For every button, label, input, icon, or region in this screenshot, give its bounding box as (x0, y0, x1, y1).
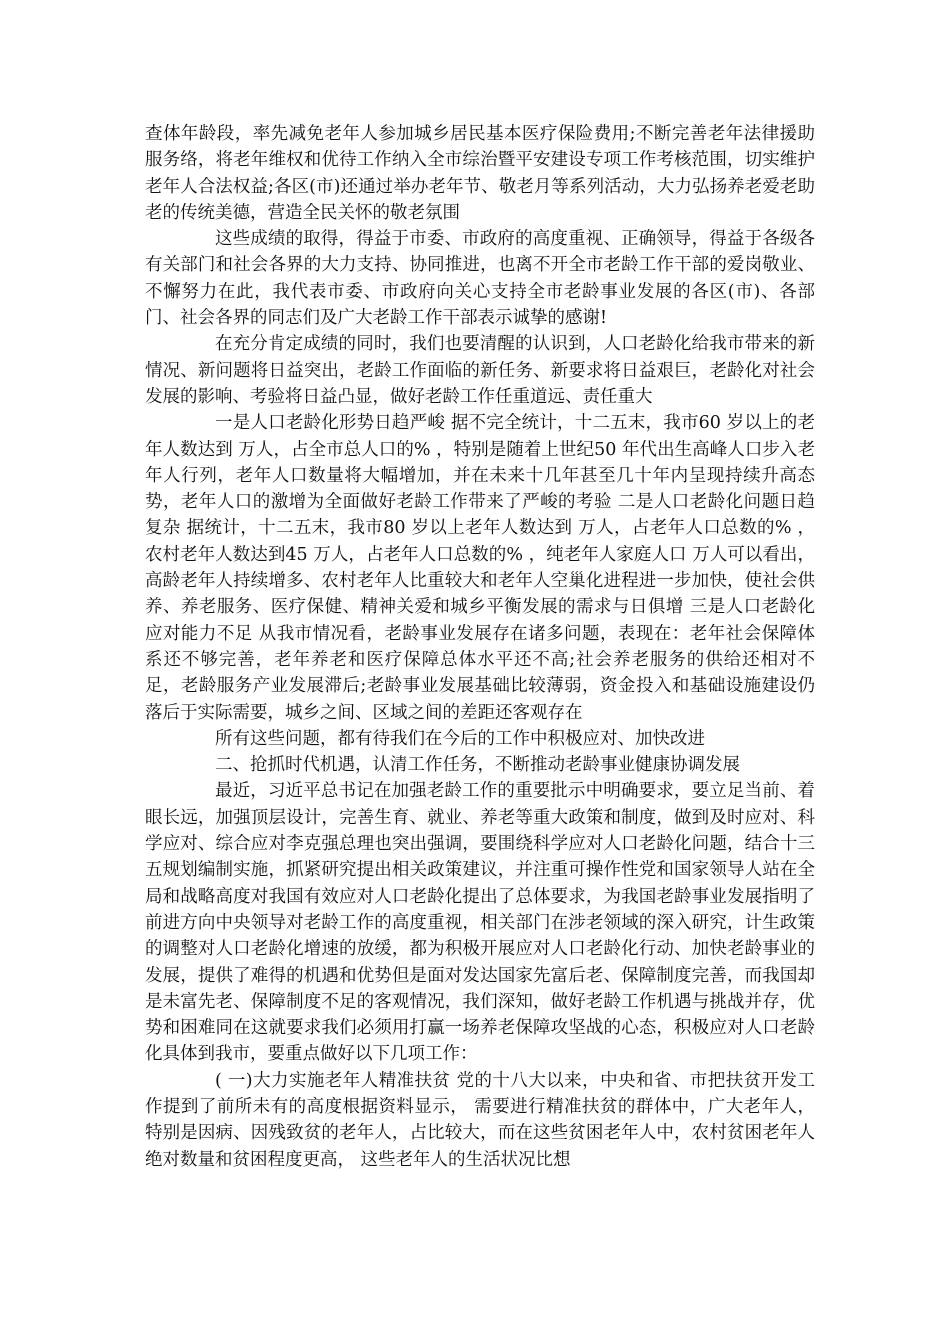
paragraph-problems-summary: 所有这些问题，都有待我们在今后的工作中积极应对、加快改进 (215, 728, 705, 749)
paragraph-aging-situation: 一是人口老龄化形势日趋严峻 据不完全统计，十二五末，我市60 岁以上的老年人数达到 万人，占全市总人口的% ，特别是随着上世纪50 年代出生高峰人口步入老年人行列，老年人口数量将大幅增加，并在未来十几年甚至几十年内呈现持续升高态势，老年人口的激增为全面做好老龄工作带来了严峻的考验 二是人口老龄化问题日趋复杂 据统计，十二五末，我市80 岁以上老年人数达到 万人，占老年人口总数的% ，农村老年人数达到45 万人，占老年人口总数的% ，纯老年人家庭人口 万人可以看出，高龄老年人持续增多、农村老年人比重较大和老年人空巢化进程进一步加快，使社会供养、养老服务、医疗保健、精神关爱和城乡平衡发展的需求与日俱增 三是人口老龄化应对能力不足 从我市情况看，老龄事业发展存在诸多问题，表现在：老年社会保障体系还不够完善，老年养老和医疗保障总体水平还不高;社会养老服务的供给还相对不足，老龄服务产业发展滞后;老龄事业发展基础比较薄弱，资金投入和基础设施建设仍落后于实际需要，城乡之间、区域之间的差距还客观存在 (145, 413, 815, 723)
section-heading-two: 二、抢抓时代机遇，认清工作任务，不断推动老龄事业健康协调发展 (215, 755, 740, 776)
paragraph-poverty-alleviation: ( 一)大力实施老年人精准扶贫 党的十八大以来，中央和省、市把扶贫开发工作提到了前所未有的高度根据资料显示， 需要进行精准扶贫的群体中，广大老年人，特别是因病、因残致贫的老年人，占比较大，而在这些贫困老年人中，农村贫困老年人绝对数量和贫困程度更高， 这些老年人的生活状况比想 (145, 1070, 815, 1170)
paragraph-challenges: 在充分肯定成绩的同时，我们也要清醒的认识到，人口老龄化给我市带来的新情况、新问题将日益突出，老龄工作面临的新任务、新要求将日益艰巨，老龄化对社会发展的影响、考验将日益凸显，做好老龄工作任重道远、责任重大 (145, 334, 815, 407)
document-body (145, 121, 815, 1173)
paragraph-policy-requirements: 最近，习近平总书记在加强老龄工作的重要批示中明确要求，要立足当前、着眼长远，加强顶层设计，完善生育、就业、养老等重大政策和制度，做到及时应对、科学应对、综合应对李克强总理也突出强调，要围绕科学应对人口老龄化问题，结合十三五规划编制实施，抓紧研究提出相关政策建议，并注重可操作性党和国家领导人站在全局和战略高度对我国有效应对人口老龄化提出了总体要求，为我国老龄事业发展指明了前进方向中央领导对老龄工作的高度重视，相关部门在涉老领域的深入研究，计生政策的调整对人口老龄化增速的放缓，都为积极开展应对人口老龄化行动、加快老龄事业的发展，提供了难得的机遇和优势但是面对发达国家先富后老、保障制度完善，而我国却是未富先老、保障制度不足的客观情况，我们深知，做好老龄工作机遇与挑战并存，优势和困难同在这就要求我们必须用打赢一场养老保障攻坚战的心态，积极应对人口老龄化具体到我市，要重点做好以下几项工作： (145, 781, 815, 1065)
paragraph-continuation: 查体年龄段，率先减免老年人参加城乡居民基本医疗保险费用;不断完善老年法律援助服务络，将老年维权和优待工作纳入全市综治暨平安建设专项工作考核范围，切实维护老年人合法权益;各区(市)还通过举办老年节、敬老月等系列活动，大力弘扬养老爱老助老的传统美德，营造全民关怀的敬老氛围 (145, 124, 815, 223)
paragraph-gratitude: 这些成绩的取得，得益于市委、市政府的高度重视、正确领导，得益于各级各有关部门和社会各界的大力支持、协同推进，也离不开全市老龄工作干部的爱岗敬业、不懈努力在此，我代表市委、市政府向关心支持全市老龄事业发展的各区(市)、各部门、社会各界的同志们及广大老龄工作干部表示诚挚的感谢! (145, 229, 815, 329)
